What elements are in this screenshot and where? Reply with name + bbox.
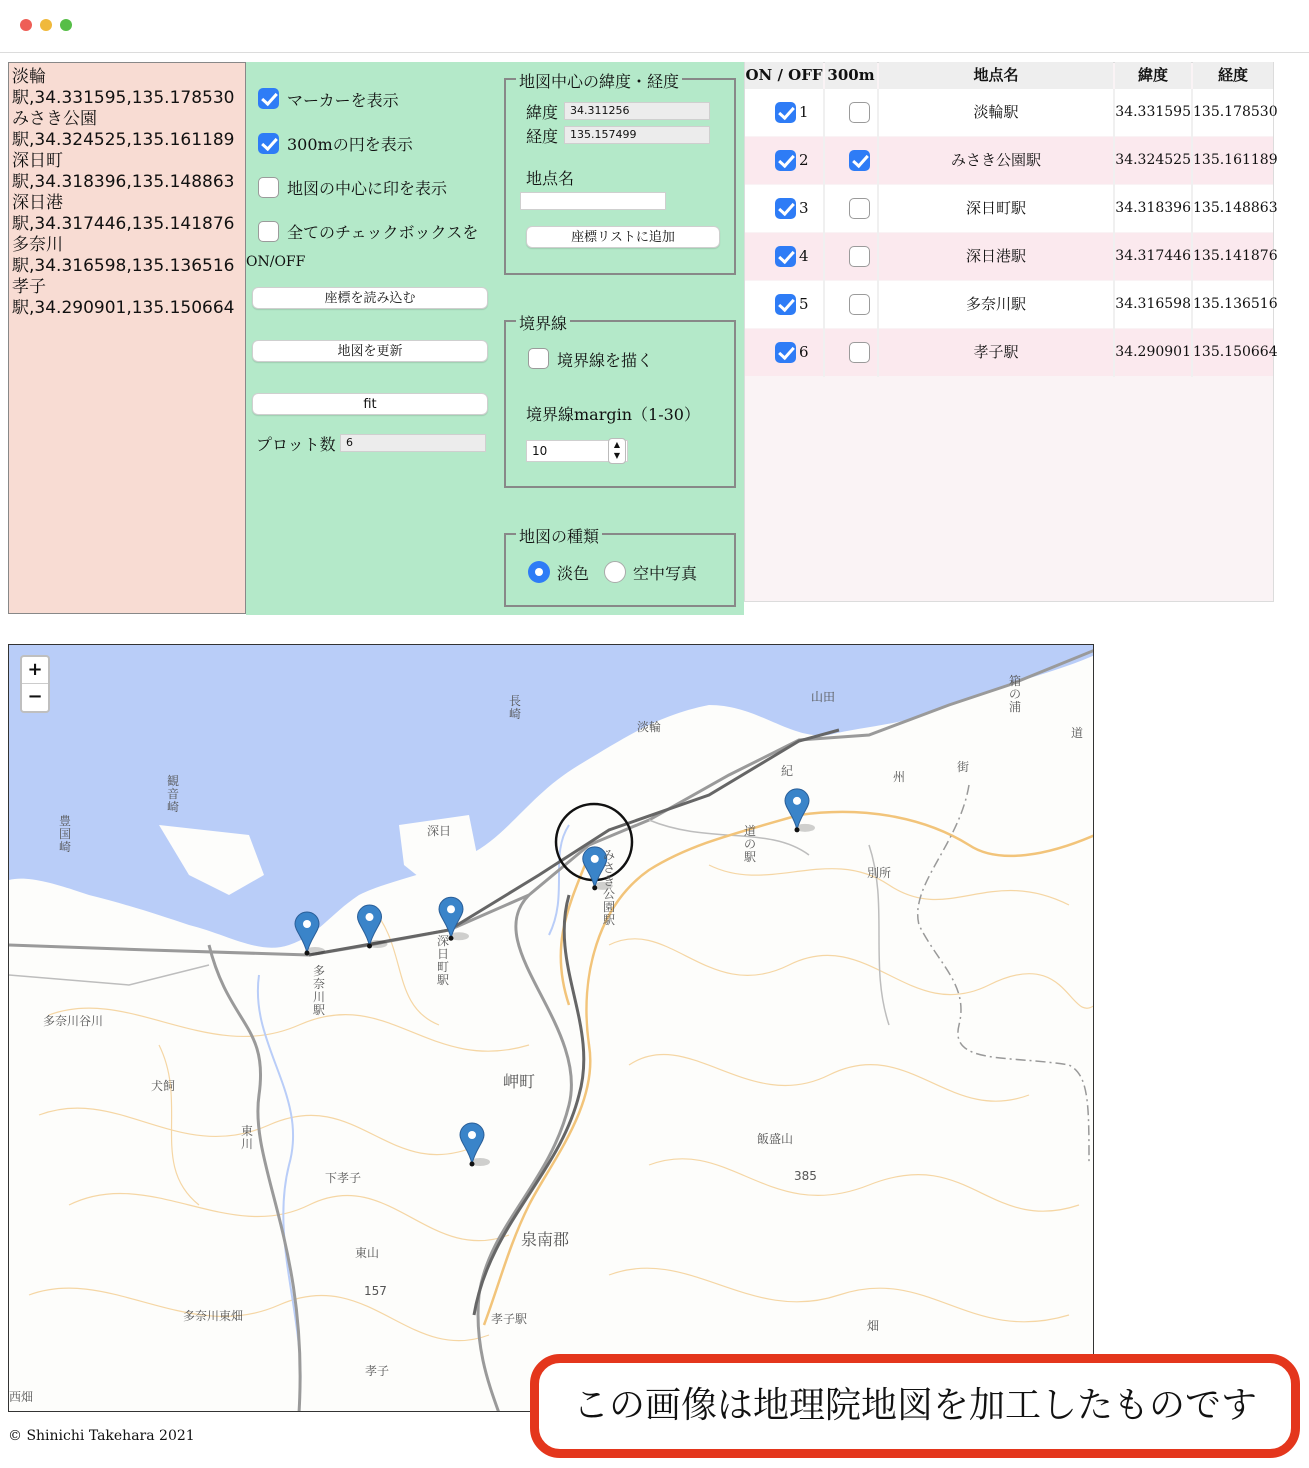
row-number: 1 [799, 103, 809, 121]
row-longitude: 135.161189 [1193, 152, 1278, 168]
show-circle-checkbox[interactable] [258, 133, 279, 154]
row-longitude: 135.148863 [1193, 200, 1278, 216]
row-number: 2 [799, 151, 809, 169]
row-300m-checkbox[interactable] [849, 342, 870, 363]
row-300m-checkbox[interactable] [849, 246, 870, 267]
place-name-input[interactable] [520, 192, 666, 210]
map-place-label: 長崎 [509, 694, 522, 721]
map-center-legend: 地図中心の緯度・経度 [516, 69, 682, 92]
map-place-label: 犬飼 [151, 1079, 176, 1093]
row-place-name: みさき公園駅 [950, 151, 1041, 169]
map-place-label: 淡輪 [637, 720, 662, 734]
map-place-label: 箱の浦 [1009, 674, 1022, 714]
show-markers-checkbox[interactable] [258, 88, 279, 109]
map-place-label: 山田 [811, 690, 836, 704]
map-place-label: 多奈川駅 [313, 964, 326, 1017]
map-place-label: 孝子 [365, 1364, 390, 1378]
coordinate-list-textarea[interactable]: 淡輪 駅,34.331595,135.178530 みさき公園 駅,34.324525,135.161189 深日町 駅,34.318396,135.148863 深日港 駅,34.317446,135.141876 多奈川 駅,34.316598,135.136516 孝子 駅,34.290901,135.150664 [8, 62, 246, 614]
add-to-list-button[interactable]: 座標リストに追加 [526, 226, 720, 248]
minimize-window-button[interactable] [40, 19, 52, 31]
map-place-label: 別所 [867, 866, 892, 880]
zoom-in-button[interactable]: + [22, 657, 48, 684]
map-place-label: 多奈川谷川 [43, 1014, 104, 1028]
map-type-legend: 地図の種類 [516, 524, 602, 547]
row-place-name: 多奈川駅 [965, 295, 1026, 313]
place-name-label: 地点名 [526, 169, 575, 188]
map-place-label: 道 [1071, 726, 1084, 740]
row-300m-checkbox[interactable] [849, 294, 870, 315]
row-place-name: 孝子駅 [973, 343, 1019, 361]
column-divider [877, 89, 879, 377]
row-on-checkbox[interactable] [775, 198, 796, 219]
map-place-label: みさき公園駅 [603, 848, 616, 927]
points-table [744, 62, 1278, 602]
load-coordinates-button[interactable]: 座標を読み込む [252, 287, 488, 309]
header-on-off: ON / OFF [745, 62, 823, 89]
fit-button[interactable]: fit [252, 393, 488, 415]
map-place-label: 多奈川東畑 [183, 1309, 244, 1323]
latitude-label: 緯度 [526, 103, 559, 122]
row-latitude: 34.317446 [1115, 248, 1191, 264]
header-longitude: 経度 [1193, 62, 1273, 89]
show-circle-label: 300mの円を表示 [287, 135, 413, 154]
column-divider [823, 89, 825, 377]
row-on-checkbox[interactable] [775, 102, 796, 123]
margin-stepper[interactable]: ▲ ▼ [608, 438, 626, 464]
map-type-photo-label: 空中写真 [633, 564, 698, 583]
plot-count-field: 6 [340, 434, 486, 452]
map-type-fieldset [504, 527, 736, 607]
map-place-label: 下孝子 [325, 1171, 362, 1185]
center-latitude-field[interactable]: 34.311256 [564, 102, 710, 120]
show-markers-label: マーカーを表示 [287, 91, 399, 110]
zoom-window-button[interactable] [60, 19, 72, 31]
boundary-legend: 境界線 [516, 311, 570, 334]
map-place-label: 道の駅 [744, 824, 757, 864]
map-place-label: 深日 [427, 824, 452, 838]
row-latitude: 34.331595 [1115, 104, 1191, 120]
boundary-margin-input[interactable]: 10 [526, 440, 628, 462]
map-place-label: 東川 [241, 1124, 254, 1151]
row-latitude: 34.290901 [1115, 344, 1191, 360]
map-place-label: 泉南郡 [521, 1230, 570, 1249]
map-center-fieldset [504, 72, 736, 275]
row-place-name: 淡輪駅 [973, 103, 1019, 121]
map-place-label: 畑 [867, 1319, 880, 1333]
toggle-all-label-2: ON/OFF [246, 254, 306, 270]
gsi-notice-banner: この画像は地理院地図を加工したものです [530, 1354, 1300, 1458]
map-place-label: 飯盛山 [757, 1132, 794, 1146]
row-on-checkbox[interactable] [775, 150, 796, 171]
row-on-checkbox[interactable] [775, 246, 796, 267]
row-latitude: 34.324525 [1115, 152, 1191, 168]
longitude-label: 経度 [526, 127, 559, 146]
row-latitude: 34.316598 [1115, 296, 1191, 312]
center-longitude-field[interactable]: 135.157499 [564, 126, 710, 144]
boundary-fieldset [504, 314, 736, 488]
row-longitude: 135.141876 [1193, 248, 1278, 264]
header-300m: 300m [825, 62, 877, 89]
draw-boundary-checkbox[interactable] [528, 348, 549, 369]
column-divider [1113, 89, 1115, 377]
zoom-out-button[interactable]: − [27, 686, 43, 707]
row-number: 6 [799, 343, 809, 361]
map-place-label: 深日町駅 [437, 934, 450, 987]
row-on-checkbox[interactable] [775, 342, 796, 363]
map-view[interactable] [8, 644, 1094, 1412]
row-300m-checkbox[interactable] [849, 198, 870, 219]
show-center-mark-label: 地図の中心に印を表示 [287, 179, 448, 198]
map-place-label: 385 [794, 1169, 817, 1183]
show-center-mark-checkbox[interactable] [258, 177, 279, 198]
map-place-label: 州 [893, 770, 906, 784]
close-window-button[interactable] [20, 19, 32, 31]
toggle-all-label: 全てのチェックボックスを [287, 223, 479, 242]
row-longitude: 135.178530 [1193, 104, 1278, 120]
boundary-margin-label: 境界線margin（1-30） [526, 405, 700, 424]
row-number: 4 [799, 247, 809, 265]
row-latitude: 34.318396 [1115, 200, 1191, 216]
row-longitude: 135.136516 [1193, 296, 1278, 312]
map-canvas[interactable] [9, 645, 1094, 1412]
row-on-checkbox[interactable] [775, 294, 796, 315]
map-place-label: 西畑 [9, 1390, 34, 1404]
plot-count-label: プロット数 [256, 435, 336, 454]
map-type-pale-label: 淡色 [557, 564, 590, 583]
map-place-label: 157 [364, 1284, 387, 1298]
row-300m-checkbox[interactable] [849, 102, 870, 123]
row-number: 3 [799, 199, 809, 217]
row-number: 5 [799, 295, 809, 313]
map-type-photo-radio[interactable] [604, 561, 626, 583]
map-place-label: 観音崎 [167, 774, 180, 814]
map-place-label: 東山 [355, 1246, 380, 1260]
map-type-pale-radio[interactable] [528, 561, 550, 583]
header-latitude: 緯度 [1115, 62, 1191, 89]
map-place-label: 岬町 [503, 1072, 536, 1091]
row-place-name: 深日港駅 [965, 247, 1026, 265]
row-300m-checkbox[interactable] [849, 150, 870, 171]
header-place-name: 地点名 [879, 62, 1113, 89]
window-titlebar [0, 0, 1309, 53]
draw-boundary-label: 境界線を描く [557, 351, 654, 370]
map-place-label: 街 [957, 760, 970, 774]
copyright-text: © Shinichi Takehara 2021 [8, 1428, 195, 1444]
map-place-label: 豊国崎 [59, 814, 72, 854]
zoom-control [20, 655, 50, 713]
column-divider [1191, 89, 1193, 377]
row-longitude: 135.150664 [1193, 344, 1278, 360]
update-map-button[interactable]: 地図を更新 [252, 340, 488, 362]
control-panel [246, 62, 744, 615]
row-place-name: 深日町駅 [965, 199, 1026, 217]
map-place-label: 孝子駅 [491, 1312, 528, 1326]
map-place-label: 紀 [781, 764, 794, 778]
toggle-all-checkbox[interactable] [258, 221, 279, 242]
